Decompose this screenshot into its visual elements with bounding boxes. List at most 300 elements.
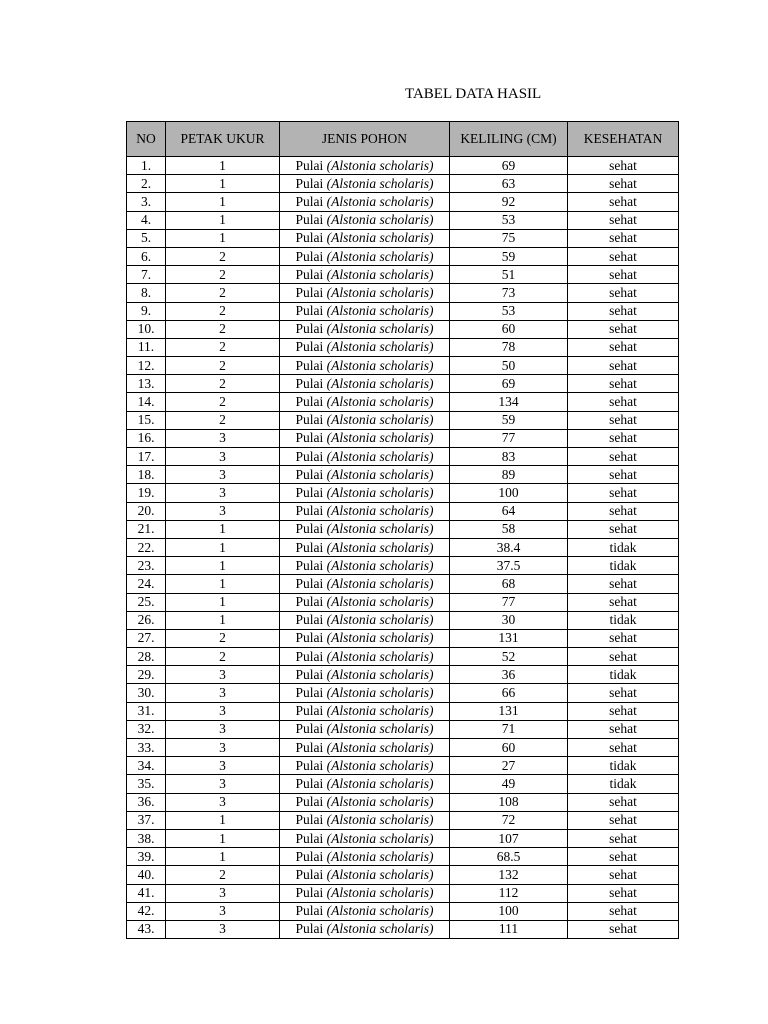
cell-keliling: 66 <box>450 684 568 702</box>
species-common-name: Pulai <box>295 175 324 191</box>
cell-keliling: 100 <box>450 902 568 920</box>
cell-jenis-pohon <box>280 229 450 247</box>
cell-keliling: 75 <box>450 229 568 247</box>
species-common-name: Pulai <box>295 739 324 755</box>
cell-petak-ukur: 1 <box>166 538 280 556</box>
table-row <box>127 484 679 502</box>
cell-keliling: 64 <box>450 502 568 520</box>
species-latin-name: (Alstonia scholaris) <box>326 830 434 846</box>
cell-keliling: 38.4 <box>450 538 568 556</box>
cell-petak-ukur: 2 <box>166 375 280 393</box>
species-latin-name: (Alstonia scholaris) <box>326 303 434 319</box>
species-common-name: Pulai <box>295 266 324 282</box>
species-common-name: Pulai <box>295 866 324 882</box>
cell-kesehatan: sehat <box>568 793 679 811</box>
table-row <box>127 375 679 393</box>
cell-no: 26. <box>127 611 166 629</box>
table-row <box>127 575 679 593</box>
column-header-petak-ukur: PETAK UKUR <box>166 122 280 157</box>
table-row <box>127 866 679 884</box>
cell-keliling: 60 <box>450 739 568 757</box>
species-latin-name: (Alstonia scholaris) <box>326 175 434 191</box>
species-latin-name: (Alstonia scholaris) <box>326 430 434 446</box>
table-row <box>127 757 679 775</box>
cell-petak-ukur: 3 <box>166 502 280 520</box>
cell-kesehatan: sehat <box>568 302 679 320</box>
table-row <box>127 302 679 320</box>
cell-kesehatan: sehat <box>568 720 679 738</box>
cell-no: 43. <box>127 920 166 938</box>
cell-jenis-pohon <box>280 502 450 520</box>
species-latin-name: (Alstonia scholaris) <box>326 757 434 773</box>
cell-keliling: 78 <box>450 338 568 356</box>
species-common-name: Pulai <box>295 484 324 500</box>
species-common-name: Pulai <box>295 630 324 646</box>
cell-jenis-pohon <box>280 284 450 302</box>
cell-no: 9. <box>127 302 166 320</box>
species-common-name: Pulai <box>295 357 324 373</box>
cell-jenis-pohon <box>280 793 450 811</box>
species-common-name: Pulai <box>295 648 324 664</box>
cell-no: 38. <box>127 829 166 847</box>
table-row <box>127 175 679 193</box>
species-latin-name: (Alstonia scholaris) <box>326 539 434 555</box>
species-common-name: Pulai <box>295 375 324 391</box>
cell-kesehatan: sehat <box>568 575 679 593</box>
species-latin-name: (Alstonia scholaris) <box>326 248 434 264</box>
cell-no: 36. <box>127 793 166 811</box>
cell-jenis-pohon <box>280 266 450 284</box>
species-latin-name: (Alstonia scholaris) <box>326 357 434 373</box>
cell-keliling: 107 <box>450 829 568 847</box>
table-row <box>127 611 679 629</box>
cell-petak-ukur: 2 <box>166 302 280 320</box>
cell-kesehatan: tidak <box>568 538 679 556</box>
table-row <box>127 702 679 720</box>
cell-no: 27. <box>127 629 166 647</box>
species-latin-name: (Alstonia scholaris) <box>326 157 434 173</box>
species-common-name: Pulai <box>295 812 324 828</box>
cell-kesehatan: sehat <box>568 920 679 938</box>
species-latin-name: (Alstonia scholaris) <box>326 394 434 410</box>
cell-kesehatan: sehat <box>568 193 679 211</box>
cell-jenis-pohon <box>280 702 450 720</box>
cell-jenis-pohon <box>280 466 450 484</box>
cell-keliling: 69 <box>450 375 568 393</box>
cell-jenis-pohon <box>280 302 450 320</box>
cell-no: 19. <box>127 484 166 502</box>
species-common-name: Pulai <box>295 157 324 173</box>
species-latin-name: (Alstonia scholaris) <box>326 412 434 428</box>
species-latin-name: (Alstonia scholaris) <box>326 885 434 901</box>
cell-no: 11. <box>127 338 166 356</box>
cell-kesehatan: sehat <box>568 902 679 920</box>
table-row <box>127 811 679 829</box>
cell-keliling: 59 <box>450 247 568 265</box>
cell-keliling: 132 <box>450 866 568 884</box>
species-common-name: Pulai <box>295 685 324 701</box>
table-row <box>127 448 679 466</box>
cell-petak-ukur: 1 <box>166 811 280 829</box>
table-row <box>127 338 679 356</box>
cell-keliling: 51 <box>450 266 568 284</box>
species-latin-name: (Alstonia scholaris) <box>326 193 434 209</box>
cell-kesehatan: sehat <box>568 629 679 647</box>
species-common-name: Pulai <box>295 248 324 264</box>
cell-petak-ukur: 3 <box>166 739 280 757</box>
cell-no: 40. <box>127 866 166 884</box>
species-latin-name: (Alstonia scholaris) <box>326 666 434 682</box>
species-common-name: Pulai <box>295 230 324 246</box>
cell-jenis-pohon <box>280 175 450 193</box>
cell-kesehatan: sehat <box>568 866 679 884</box>
cell-keliling: 131 <box>450 702 568 720</box>
cell-no: 13. <box>127 375 166 393</box>
cell-petak-ukur: 2 <box>166 266 280 284</box>
cell-no: 5. <box>127 229 166 247</box>
cell-jenis-pohon <box>280 684 450 702</box>
species-latin-name: (Alstonia scholaris) <box>326 557 434 573</box>
species-common-name: Pulai <box>295 557 324 573</box>
species-common-name: Pulai <box>295 903 324 919</box>
column-header-kesehatan: KESEHATAN <box>568 122 679 157</box>
species-common-name: Pulai <box>295 921 324 937</box>
cell-petak-ukur: 1 <box>166 193 280 211</box>
species-common-name: Pulai <box>295 503 324 519</box>
table-row <box>127 629 679 647</box>
cell-no: 14. <box>127 393 166 411</box>
table-row <box>127 684 679 702</box>
cell-no: 29. <box>127 666 166 684</box>
table-row <box>127 739 679 757</box>
species-latin-name: (Alstonia scholaris) <box>326 375 434 391</box>
cell-jenis-pohon <box>280 338 450 356</box>
cell-no: 10. <box>127 320 166 338</box>
cell-petak-ukur: 3 <box>166 448 280 466</box>
cell-jenis-pohon <box>280 157 450 175</box>
cell-jenis-pohon <box>280 375 450 393</box>
cell-kesehatan: sehat <box>568 848 679 866</box>
cell-jenis-pohon <box>280 593 450 611</box>
table-row <box>127 848 679 866</box>
cell-petak-ukur: 3 <box>166 884 280 902</box>
cell-petak-ukur: 3 <box>166 775 280 793</box>
species-common-name: Pulai <box>295 575 324 591</box>
cell-petak-ukur: 2 <box>166 866 280 884</box>
cell-no: 25. <box>127 593 166 611</box>
cell-kesehatan: sehat <box>568 175 679 193</box>
cell-jenis-pohon <box>280 757 450 775</box>
table-row <box>127 211 679 229</box>
cell-keliling: 100 <box>450 484 568 502</box>
species-common-name: Pulai <box>295 830 324 846</box>
species-latin-name: (Alstonia scholaris) <box>326 321 434 337</box>
cell-jenis-pohon <box>280 829 450 847</box>
cell-keliling: 52 <box>450 648 568 666</box>
cell-kesehatan: sehat <box>568 520 679 538</box>
cell-petak-ukur: 1 <box>166 848 280 866</box>
cell-keliling: 49 <box>450 775 568 793</box>
species-common-name: Pulai <box>295 539 324 555</box>
cell-keliling: 108 <box>450 793 568 811</box>
species-latin-name: (Alstonia scholaris) <box>326 703 434 719</box>
cell-petak-ukur: 1 <box>166 157 280 175</box>
cell-keliling: 37.5 <box>450 557 568 575</box>
cell-keliling: 59 <box>450 411 568 429</box>
species-common-name: Pulai <box>295 339 324 355</box>
cell-kesehatan: sehat <box>568 393 679 411</box>
species-latin-name: (Alstonia scholaris) <box>326 903 434 919</box>
cell-kesehatan: sehat <box>568 593 679 611</box>
species-common-name: Pulai <box>295 448 324 464</box>
cell-keliling: 27 <box>450 757 568 775</box>
cell-jenis-pohon <box>280 211 450 229</box>
cell-no: 17. <box>127 448 166 466</box>
cell-keliling: 112 <box>450 884 568 902</box>
species-common-name: Pulai <box>295 721 324 737</box>
table-row <box>127 411 679 429</box>
cell-no: 18. <box>127 466 166 484</box>
cell-no: 31. <box>127 702 166 720</box>
species-common-name: Pulai <box>295 212 324 228</box>
cell-no: 2. <box>127 175 166 193</box>
table-row <box>127 193 679 211</box>
cell-no: 4. <box>127 211 166 229</box>
species-latin-name: (Alstonia scholaris) <box>326 921 434 937</box>
cell-no: 1. <box>127 157 166 175</box>
cell-kesehatan: sehat <box>568 338 679 356</box>
cell-kesehatan: sehat <box>568 211 679 229</box>
cell-no: 37. <box>127 811 166 829</box>
cell-no: 12. <box>127 357 166 375</box>
cell-kesehatan: sehat <box>568 648 679 666</box>
species-latin-name: (Alstonia scholaris) <box>326 866 434 882</box>
cell-jenis-pohon <box>280 666 450 684</box>
cell-no: 23. <box>127 557 166 575</box>
species-latin-name: (Alstonia scholaris) <box>326 848 434 864</box>
cell-petak-ukur: 2 <box>166 320 280 338</box>
cell-jenis-pohon <box>280 884 450 902</box>
cell-kesehatan: tidak <box>568 557 679 575</box>
cell-no: 7. <box>127 266 166 284</box>
species-common-name: Pulai <box>295 321 324 337</box>
table-row <box>127 266 679 284</box>
cell-jenis-pohon <box>280 720 450 738</box>
cell-no: 32. <box>127 720 166 738</box>
species-common-name: Pulai <box>295 430 324 446</box>
cell-no: 20. <box>127 502 166 520</box>
data-table <box>126 121 679 939</box>
cell-no: 39. <box>127 848 166 866</box>
cell-jenis-pohon <box>280 193 450 211</box>
cell-jenis-pohon <box>280 866 450 884</box>
cell-kesehatan: sehat <box>568 320 679 338</box>
cell-kesehatan: sehat <box>568 884 679 902</box>
cell-keliling: 77 <box>450 429 568 447</box>
cell-jenis-pohon <box>280 538 450 556</box>
table-row <box>127 320 679 338</box>
cell-no: 42. <box>127 902 166 920</box>
cell-keliling: 36 <box>450 666 568 684</box>
cell-keliling: 58 <box>450 520 568 538</box>
cell-kesehatan: sehat <box>568 284 679 302</box>
cell-keliling: 69 <box>450 157 568 175</box>
species-common-name: Pulai <box>295 703 324 719</box>
cell-petak-ukur: 1 <box>166 211 280 229</box>
cell-jenis-pohon <box>280 648 450 666</box>
cell-petak-ukur: 3 <box>166 466 280 484</box>
cell-no: 24. <box>127 575 166 593</box>
cell-no: 22. <box>127 538 166 556</box>
species-common-name: Pulai <box>295 666 324 682</box>
cell-kesehatan: sehat <box>568 411 679 429</box>
cell-petak-ukur: 3 <box>166 429 280 447</box>
species-latin-name: (Alstonia scholaris) <box>326 630 434 646</box>
table-row <box>127 720 679 738</box>
cell-kesehatan: tidak <box>568 775 679 793</box>
cell-no: 6. <box>127 247 166 265</box>
cell-no: 16. <box>127 429 166 447</box>
table-row <box>127 520 679 538</box>
cell-jenis-pohon <box>280 247 450 265</box>
cell-petak-ukur: 3 <box>166 702 280 720</box>
cell-no: 33. <box>127 739 166 757</box>
cell-keliling: 68 <box>450 575 568 593</box>
cell-keliling: 89 <box>450 466 568 484</box>
cell-jenis-pohon <box>280 575 450 593</box>
cell-petak-ukur: 1 <box>166 557 280 575</box>
species-common-name: Pulai <box>295 284 324 300</box>
species-latin-name: (Alstonia scholaris) <box>326 230 434 246</box>
cell-jenis-pohon <box>280 429 450 447</box>
cell-jenis-pohon <box>280 920 450 938</box>
table-row <box>127 902 679 920</box>
species-latin-name: (Alstonia scholaris) <box>326 466 434 482</box>
table-row <box>127 775 679 793</box>
species-latin-name: (Alstonia scholaris) <box>326 503 434 519</box>
cell-keliling: 50 <box>450 357 568 375</box>
table-row <box>127 502 679 520</box>
cell-kesehatan: sehat <box>568 357 679 375</box>
cell-jenis-pohon <box>280 411 450 429</box>
species-latin-name: (Alstonia scholaris) <box>326 794 434 810</box>
cell-kesehatan: sehat <box>568 684 679 702</box>
cell-petak-ukur: 3 <box>166 757 280 775</box>
cell-kesehatan: sehat <box>568 448 679 466</box>
cell-kesehatan: sehat <box>568 484 679 502</box>
species-common-name: Pulai <box>295 521 324 537</box>
cell-jenis-pohon <box>280 357 450 375</box>
cell-jenis-pohon <box>280 629 450 647</box>
table-header <box>127 122 679 157</box>
table-row <box>127 357 679 375</box>
species-common-name: Pulai <box>295 848 324 864</box>
cell-keliling: 63 <box>450 175 568 193</box>
cell-petak-ukur: 1 <box>166 520 280 538</box>
species-latin-name: (Alstonia scholaris) <box>326 575 434 591</box>
cell-jenis-pohon <box>280 811 450 829</box>
cell-jenis-pohon <box>280 448 450 466</box>
column-header-keliling: KELILING (CM) <box>450 122 568 157</box>
cell-keliling: 72 <box>450 811 568 829</box>
cell-jenis-pohon <box>280 848 450 866</box>
cell-petak-ukur: 1 <box>166 229 280 247</box>
cell-keliling: 68.5 <box>450 848 568 866</box>
species-common-name: Pulai <box>295 394 324 410</box>
species-latin-name: (Alstonia scholaris) <box>326 339 434 355</box>
species-latin-name: (Alstonia scholaris) <box>326 721 434 737</box>
species-latin-name: (Alstonia scholaris) <box>326 648 434 664</box>
species-latin-name: (Alstonia scholaris) <box>326 594 434 610</box>
table-row <box>127 538 679 556</box>
table-row <box>127 247 679 265</box>
cell-petak-ukur: 1 <box>166 829 280 847</box>
column-header-jenis-pohon: JENIS POHON <box>280 122 450 157</box>
cell-petak-ukur: 2 <box>166 393 280 411</box>
cell-keliling: 53 <box>450 302 568 320</box>
cell-petak-ukur: 3 <box>166 684 280 702</box>
species-latin-name: (Alstonia scholaris) <box>326 685 434 701</box>
cell-no: 34. <box>127 757 166 775</box>
cell-petak-ukur: 2 <box>166 338 280 356</box>
cell-keliling: 92 <box>450 193 568 211</box>
cell-kesehatan: sehat <box>568 247 679 265</box>
cell-no: 3. <box>127 193 166 211</box>
species-latin-name: (Alstonia scholaris) <box>326 266 434 282</box>
table-row <box>127 666 679 684</box>
cell-kesehatan: sehat <box>568 739 679 757</box>
species-common-name: Pulai <box>295 775 324 791</box>
cell-petak-ukur: 3 <box>166 666 280 684</box>
table-row <box>127 793 679 811</box>
cell-jenis-pohon <box>280 739 450 757</box>
table-row <box>127 557 679 575</box>
cell-keliling: 134 <box>450 393 568 411</box>
table-row <box>127 157 679 175</box>
cell-jenis-pohon <box>280 775 450 793</box>
cell-kesehatan: sehat <box>568 829 679 847</box>
species-common-name: Pulai <box>295 757 324 773</box>
cell-kesehatan: sehat <box>568 266 679 284</box>
cell-kesehatan: sehat <box>568 466 679 484</box>
species-latin-name: (Alstonia scholaris) <box>326 521 434 537</box>
cell-jenis-pohon <box>280 520 450 538</box>
species-latin-name: (Alstonia scholaris) <box>326 739 434 755</box>
species-latin-name: (Alstonia scholaris) <box>326 812 434 828</box>
cell-petak-ukur: 2 <box>166 284 280 302</box>
species-common-name: Pulai <box>295 594 324 610</box>
cell-jenis-pohon <box>280 393 450 411</box>
cell-kesehatan: tidak <box>568 666 679 684</box>
species-latin-name: (Alstonia scholaris) <box>326 448 434 464</box>
table-row <box>127 884 679 902</box>
cell-kesehatan: tidak <box>568 757 679 775</box>
species-common-name: Pulai <box>295 303 324 319</box>
cell-petak-ukur: 1 <box>166 593 280 611</box>
cell-kesehatan: sehat <box>568 157 679 175</box>
table-row <box>127 229 679 247</box>
table-row <box>127 466 679 484</box>
cell-petak-ukur: 2 <box>166 247 280 265</box>
species-latin-name: (Alstonia scholaris) <box>326 284 434 300</box>
species-common-name: Pulai <box>295 794 324 810</box>
cell-petak-ukur: 3 <box>166 920 280 938</box>
table-row <box>127 284 679 302</box>
cell-no: 8. <box>127 284 166 302</box>
species-latin-name: (Alstonia scholaris) <box>326 775 434 791</box>
species-common-name: Pulai <box>295 612 324 628</box>
cell-petak-ukur: 3 <box>166 902 280 920</box>
